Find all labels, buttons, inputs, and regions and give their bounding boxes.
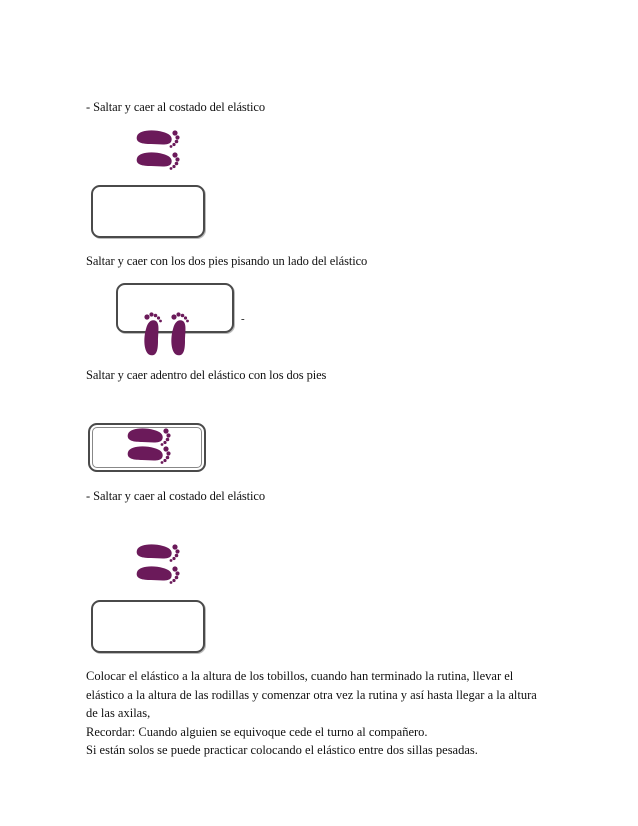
closing-line-2: elástico a la altura de las rodillas y comenzar otra vez la rutina y así hasta llegar a la altura <box>86 687 537 702</box>
elastic-rectangle <box>91 185 205 238</box>
footprints-icon <box>144 315 190 359</box>
closing-line-3: de las axilas, <box>86 706 151 720</box>
closing-line-5: Si están solos se puede practicar colocando el elástico entre dos sillas pesadas. <box>86 743 478 757</box>
closing-line-4: Recordar: Cuando alguien se equivoque cede el turno al compañero. <box>86 724 428 739</box>
footprints-icon <box>128 428 174 468</box>
closing-line-1: Colocar el elástico a la altura de los tobillos, cuando han terminado la rutina, llevar el <box>86 669 514 683</box>
closing-paragraph <box>86 667 556 760</box>
exercise-caption-2: Saltar y caer con los dos pies pisando un lado del elástico <box>86 254 368 268</box>
footprints-icon <box>137 544 183 594</box>
footprints-icon <box>137 130 183 180</box>
elastic-rectangle <box>91 600 205 653</box>
stray-dash: - <box>241 313 245 325</box>
exercise-caption-4: - Saltar y caer al costado del elástico <box>86 489 266 503</box>
exercise-caption-1: - Saltar y caer al costado del elástico <box>86 100 266 114</box>
exercise-caption-3: Saltar y caer adentro del elástico con los dos pies <box>86 368 327 382</box>
